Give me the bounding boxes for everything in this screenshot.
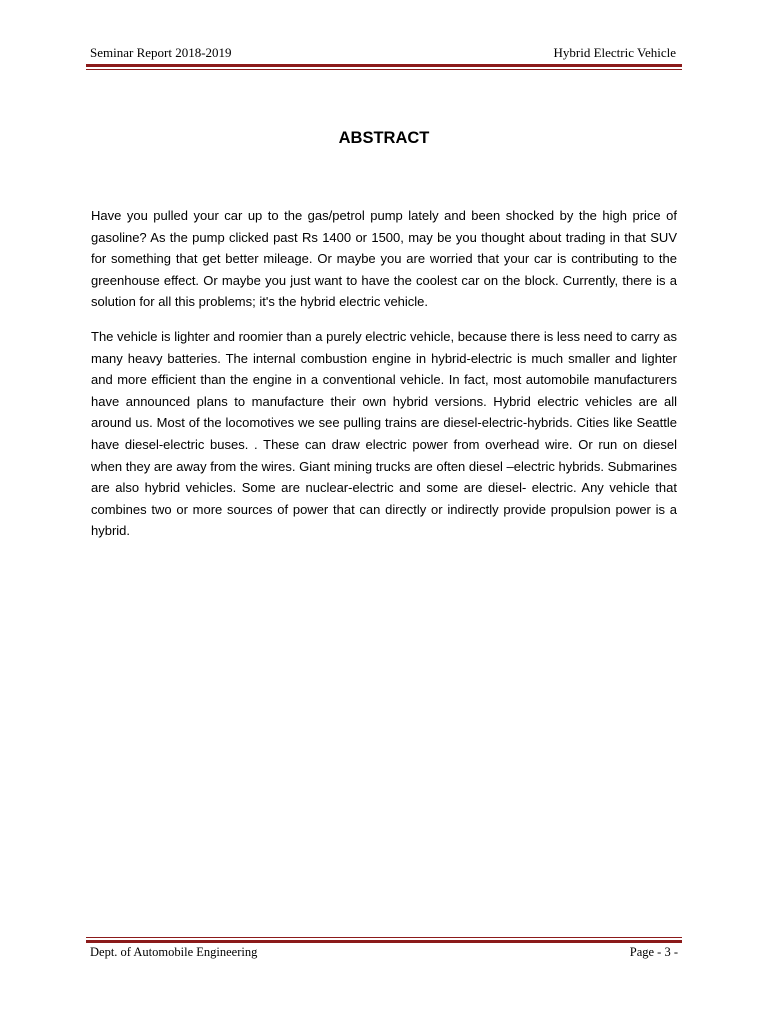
footer-page-number: Page - 3 - [629, 945, 678, 959]
header-report-title: Seminar Report 2018-2019 [90, 45, 232, 60]
paragraph-2: The vehicle is lighter and roomier than a purely electric vehicle, because there is less need to carry as many heavy batteries. The internal combustion engine in hybrid-electric is much smaller and lighter and more efficient than the engine in a conventional vehicle. In fact, most automobile manufacturers have announced plans to manufacture their own hybrid versions. Hybrid electric vehicles are all around us. Most of the locomotives we see pulling trains are diesel-electric-hybrids. Cities like Seattle have diesel-electric buses. . These can draw electric power from overhead wire. Or run on diesel when they are away from the wires. Giant mining trucks are often diesel –electric hybrids. Submarines are also hybrid vehicles. Some are nuclear-electric and some are diesel- electric. Any vehicle that combines two or more sources of power that can directly or indirectly provide propulsion power is a hybrid. [91, 329, 677, 539]
page-footer [90, 945, 682, 963]
paragraph-1: Have you pulled your car up to the gas/petrol pump lately and been shocked by the high price of gasoline? As the pump clicked past Rs 1400 or 1500, may be you thought about trading in that SUV for something that get better mileage. Or maybe you are worried that your car is contributing to the greenhouse effect. Or maybe you just want to have the coolest car on the block. Currently, there is a solution for all this problems; it's the hybrid electric vehicle. [91, 208, 677, 310]
header-rule-thick [86, 64, 682, 67]
header-rule-thin [86, 69, 682, 70]
footer-rule-thick [86, 940, 682, 943]
header-topic: Hybrid Electric Vehicle [553, 45, 676, 60]
section-title: ABSTRACT [338, 129, 430, 147]
footer-department: Dept. of Automobile Engineering [90, 945, 258, 959]
page-header [90, 45, 682, 63]
footer-rule-thin [86, 937, 682, 938]
